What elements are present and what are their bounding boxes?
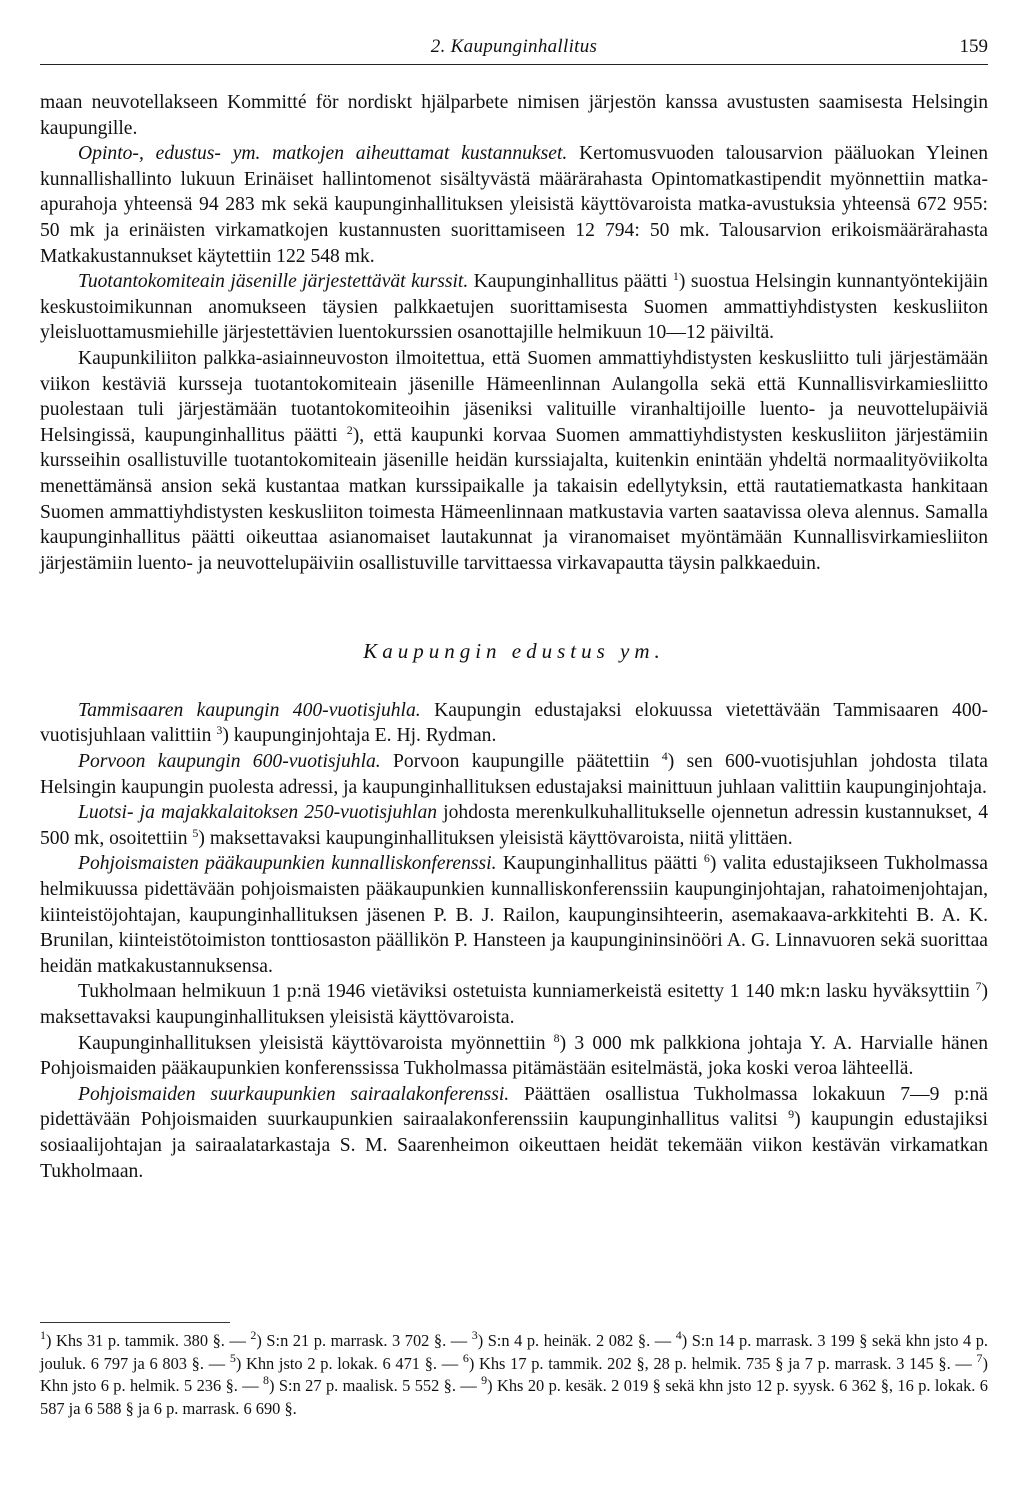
paragraph <box>40 800 988 851</box>
paragraph <box>40 851 988 979</box>
paragraph-text: Tukholmaan helmikuun 1 p:nä 1946 vietäviksi ostetuista kunniamerkeistä esitetty 1 140 mk:n lasku hyväksyttiin <box>78 981 976 1003</box>
paragraph <box>40 141 988 269</box>
page-number: 159 <box>959 36 988 57</box>
body-text <box>40 90 988 1184</box>
footnote-ref: 8 <box>553 1030 560 1045</box>
footnote-ref: 5 <box>192 825 199 840</box>
footnote-text: ) Khs 20 p. kesäk. 2 019 § sekä khn jsto 12 p. syysk. 6 362 §, 16 p. lokak. 6 587 ja 6 588 § ja 6 p. marrask. 6 690 §. <box>40 1376 988 1418</box>
footnote-marker: 2 <box>250 1328 257 1342</box>
footnote-text: ) Khs 31 p. tammik. 380 §. — <box>46 1331 251 1350</box>
footnote-text: ) S:n 4 p. heinäk. 2 082 §. — <box>477 1331 676 1350</box>
footnote-text: ) S:n 27 p. maalisk. 5 552 §. — <box>269 1376 482 1395</box>
paragraph <box>40 698 988 749</box>
paragraph-text: Porvoon kaupungille päätettiin <box>380 751 662 773</box>
footnote-divider <box>40 1322 230 1323</box>
footnote-text: ) Khs 17 p. tammik. 202 §, 28 p. helmik. 735 § ja 7 p. marrask. 3 145 §. — <box>468 1353 977 1373</box>
paragraph-text: ) suostua Helsingin kunnantyöntekijäin keskustoimikunnan anomukseen täysien palkkaetujen suorittamisesta Suomen ammattiyhdistysten keskusliiton yleisluottamusmiehille järjestettävien luentokurssien osanottajille helmikuun 10—12 päiviltä. <box>40 271 988 344</box>
paragraph-text: Kaupunginhallituksen yleisistä käyttövaroista myönnettiin <box>78 1032 554 1054</box>
paragraph-text: ) kaupungin edustajiksi sosiaalijohtajan ja sairaalatarkastaja S. M. Saarenheimon oikeuttaen heidät tekemään viikon kestävän virkamatkan Tukholmaan. <box>40 1109 988 1182</box>
footnote-marker: 1 <box>40 1328 46 1342</box>
running-header <box>40 34 988 65</box>
footnote-text: ) S:n 21 p. marrask. 3 702 §. — <box>256 1331 472 1350</box>
footnote-marker: 3 <box>471 1328 478 1342</box>
paragraph-text: Kaupungin edustajaksi elokuussa vietettävään Tammisaaren 400-vuotisjuhlaan valittiin <box>40 699 988 747</box>
paragraph <box>40 979 988 1030</box>
footnote-ref: 1 <box>672 269 679 284</box>
running-title: 2. Kaupunginhallitus <box>430 36 598 57</box>
paragraph-text: Kaupunginhallitus päätti <box>468 271 673 293</box>
paragraph-text: ) maksettavaksi kaupunginhallituksen yleisistä käyttövaroista, niitä ylittäen. <box>198 827 793 849</box>
paragraph <box>40 1082 988 1184</box>
footnote-marker: 6 <box>462 1350 469 1365</box>
footnote-marker: 4 <box>675 1328 682 1342</box>
footnote-text: ) Khn jsto 6 p. helmik. 5 236 §. — <box>40 1353 989 1395</box>
paragraph <box>40 346 988 576</box>
paragraph <box>40 269 988 346</box>
paragraph-lead: Pohjoismaisten pääkaupunkien kunnalliskonferenssi. <box>78 853 497 875</box>
paragraph-text: ) 3 000 mk palkkiona johtaja Y. A. Harvialle hänen Pohjoismaiden pääkaupunkien konferenssissa Tukholmassa pitämästään esitelmästä, joka koski veroa lähteellä. <box>40 1032 989 1080</box>
section-heading: Kaupungin edustus ym. <box>363 639 665 664</box>
paragraph-text: maan neuvotellakseen Kommitté för nordiskt hjälparbete nimisen järjestön kanssa avustusten saamisesta Helsingin kaupungille. <box>40 92 988 139</box>
paragraph-lead: Porvoon kaupungin 600-vuotisjuhla. <box>78 751 381 773</box>
paragraph-text: johdosta merenkulkuhallitukselle ojennetun adressin kustannukset, 4 500 mk, osoitettiin <box>40 802 988 849</box>
paragraph-text: ) sen 600-vuotisjuhlan johdosta tilata Helsingin kaupungin puolesta adressi, ja kaupunginhallituksen edustajaksi mainittuun juhlaan valittiin kaupunginjohtaja. <box>40 751 988 798</box>
footnote-text: ) S:n 14 p. marrask. 3 199 § sekä khn jsto 4 p. jouluk. 6 797 ja 6 803 §. — <box>40 1331 989 1373</box>
paragraph-text: ), että kaupunki korvaa Suomen ammattiyhdistysten keskusliiton järjestämiin kursseihin osallistuville tuotantokomiteain jäsenille heidän kurssiajalta, kuitenkin enintään yhdeltä normaalityöviikolta menettämänsä ansion sekä kustantaa matkan kurssipaikalle ja takaisin edellytyksin, että rautatiematkasta hankitaan Suomen ammattiyhdistysten keskusliiton toimesta Hämeenlinnaan matkustavia varten saatavissa oleva alennus. Samalla kaupunginhallitus päätti oikeuttaa asianomaiset lautakunnat ja viranomaiset myöntämään Kunnallisvirkamiesliiton järjestämiin luento- ja neuvottelupäiviin osallistuville tarvittaessa virkavapautta täysin palkkaeduin. <box>40 424 989 574</box>
paragraph-lead: Tuotantokomiteain jäsenille järjestettävät kurssit. <box>78 271 469 293</box>
paragraph-text: ) valita edustajikseen Tukholmassa helmikuussa pidettävään pohjoismaisten pääkaupunkien kunnalliskonferenssiin kaupunginjohtajan, rahatoimenjohtajan, kiinteistöjohtajan, kaupunginhallituksen jäsenen P. B. J. Railon, kaupunginsihteerin, asemakaava-arkkitehti B. A. K. Brunilan, kiinteistötoimiston tonttiosaston päällikön P. Hansteen ja kaupungininsinööri A. G. Linnavuoren sekä suorittaa heidän matkakustannuksensa. <box>40 853 988 977</box>
paragraph-lead: Luotsi- ja majakkalaitoksen 250-vuotisjuhlan <box>78 802 438 824</box>
footnote-marker: 5 <box>229 1350 236 1365</box>
paragraph <box>40 1031 988 1082</box>
paragraph-text: ) maksettavaksi kaupunginhallituksen yleisistä käyttövaroista. <box>40 981 988 1028</box>
footnote-text: ) Khn jsto 2 p. lokak. 6 471 §. — <box>235 1353 463 1373</box>
footnotes <box>40 1330 988 1420</box>
paragraph-lead: Tammisaaren kaupungin 400-vuotisjuhla. <box>78 699 421 721</box>
footnote-marker: 9 <box>481 1373 488 1387</box>
paragraph <box>40 749 988 800</box>
footnote-marker: 7 <box>976 1350 983 1365</box>
paragraph-text: Kaupunkiliiton palkka-asiainneuvoston ilmoitettua, että Suomen ammattiyhdistysten keskusliitto tuli järjestämään viikon kestäviä kursseja tuotantokomiteain jäsenille Hämeenlinnan Aulangolla sekä että Kunnallisvirkamiesliitto puolestaan tuli järjestämään tuotantokomiteoihin jäseniksi valituille viranhaltijoille luento- ja neuvottelupäiviä Helsingissä, kaupunginhallitus päätti <box>40 347 988 446</box>
footnote-ref: 3 <box>216 723 223 738</box>
footnote-ref: 6 <box>703 851 710 866</box>
footnote-ref: 9 <box>788 1107 795 1122</box>
paragraph-lead: Opinto-, edustus- ym. matkojen aiheuttamat kustannukset. <box>78 143 568 165</box>
paragraph-text: ) kaupunginjohtaja E. Hj. Rydman. <box>222 725 497 747</box>
paragraph-text: Kaupunginhallitus päätti <box>496 853 704 875</box>
paragraph-lead: Pohjoismaiden suurkaupunkien sairaalakonferenssi. <box>78 1083 510 1105</box>
paragraph-text: Päättäen osallistua Tukholmassa lokakuun 7—9 p:nä pidettävään Pohjoismaiden suurkaupunkien sairaalakonferenssiin kaupunginhallitus valitsi <box>40 1083 988 1131</box>
footnote-list <box>40 1330 988 1420</box>
paragraph-text: Kertomusvuoden talousarvion pääluokan Yleinen kunnallishallinto lukuun Erinäiset hallintomenot sisältyvästä määrärahasta Opintomatkastipendit myönnettiin matka-apurahoja yhteensä 94 283 mk sekä kaupunginhallituksen yleisistä käyttövaroista matka-avustuksia yhteensä 672 955: 50 mk ja erinäisten virkamatkojen kustannusten suorittamiseen 12 794: 50 mk. Talousarvion erikoismäärärahasta Matkakustannukset käytettiin 122 548 mk. <box>40 143 988 267</box>
footnote-ref: 4 <box>661 749 668 764</box>
footnote-marker: 8 <box>263 1373 270 1387</box>
paragraph <box>40 90 988 141</box>
footnote-ref: 2 <box>346 422 353 437</box>
footnote-ref: 7 <box>975 979 982 994</box>
